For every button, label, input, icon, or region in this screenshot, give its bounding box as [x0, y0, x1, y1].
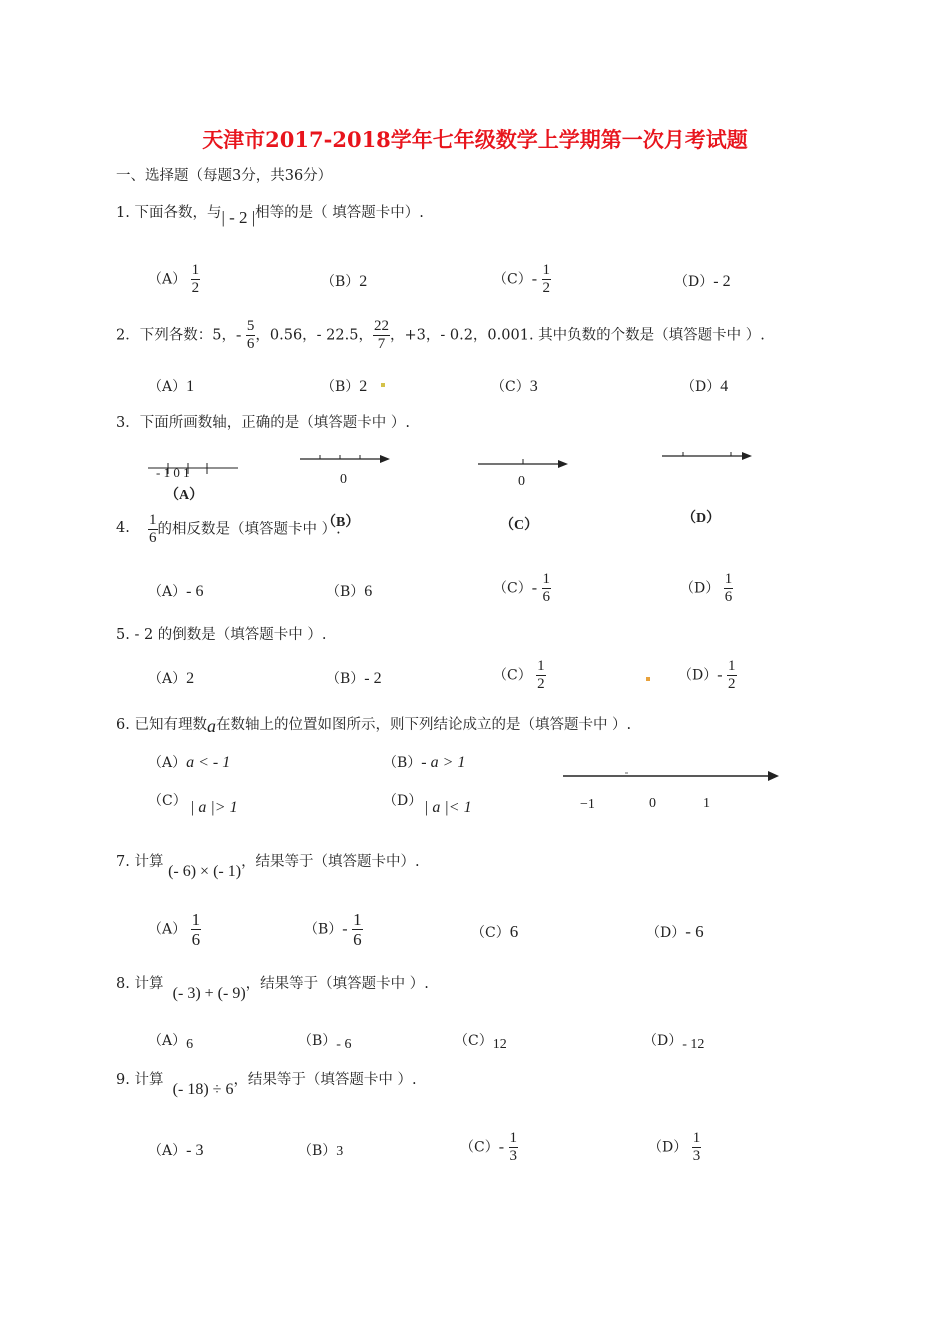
q1-stem-a: 1. 下面各数，与 — [116, 205, 222, 221]
q2-option-d[interactable]: （D）4 — [681, 378, 729, 395]
option-label: （B） — [321, 274, 360, 290]
fraction: $\frac{5}{6}$ — [246, 318, 255, 352]
q6-option-c[interactable]: （C） — [148, 793, 187, 809]
q6-option-c-value: | a |> 1 — [190, 799, 238, 816]
q9-option-b[interactable]: （B）3 — [298, 1143, 344, 1159]
q9-option-a[interactable]: （A）- 3 — [148, 1142, 204, 1159]
q4-option-b[interactable]: （B）6 — [326, 583, 373, 600]
option-label: （C） — [493, 271, 532, 288]
fraction: $\frac{1}{6}$ — [724, 571, 733, 605]
q2-option-b[interactable]: （B）2 — [321, 378, 368, 395]
q8-stem: 8. 计算 (- 3) + (- 9)，结果等于（填答题卡中 ）. — [116, 976, 429, 1002]
q5-option-a[interactable]: （A）2 — [148, 670, 195, 687]
fraction: $\frac{1}{2}$ — [542, 262, 550, 296]
fraction: $\frac{1}{2}$ — [191, 262, 200, 296]
q9-expression: (- 18) ÷ 6 — [172, 1081, 234, 1098]
q4-option-c[interactable]: （C）- $\frac{1}{6}$ — [493, 571, 550, 605]
fraction: $\frac{1}{2}$ — [537, 658, 545, 692]
fraction: $\frac{22}{7}$ — [373, 318, 389, 352]
fraction: $\frac{1}{3}$ — [692, 1130, 701, 1164]
q2-stem-tail: ，+3，- 0.2，0.001. 其中负数的个数是（填答题卡中 ）. — [389, 327, 765, 344]
q8-option-a[interactable]: （A）6 — [148, 1033, 194, 1052]
q1-option-d[interactable]: （D）- 2 — [674, 273, 731, 290]
fraction: $\frac{1}{6}$ — [353, 910, 362, 949]
option-label: （A） — [148, 271, 187, 288]
fraction: $\frac{1}{6}$ — [542, 571, 550, 605]
fraction: $\frac{1}{3}$ — [509, 1130, 517, 1164]
q2-stem: 2．下列各数：5，- $\frac{5}{6}$ ，0.56，- 22.5， $\frac{22}{7}$ ，+3，- 0.2，0.001. 其中负数的个数是（填答题卡中 ）. — [116, 318, 765, 352]
q8-option-c[interactable]: （C）12 — [454, 1033, 507, 1052]
stray-mark — [646, 677, 650, 681]
q2-stem-mid: ，0.56，- 22.5， — [255, 327, 373, 344]
q4-stem — [148, 512, 341, 547]
q4-stem-text: 的相反数是（填答题卡中 ）. — [157, 521, 341, 538]
q1-option-b[interactable]: （B）2 — [321, 273, 368, 290]
axis-a-label: （A） — [165, 488, 204, 503]
number-line-c — [478, 459, 568, 468]
fraction: $\frac{1}{2}$ — [728, 658, 736, 692]
page-title: 天津市2017-2018学年七年级数学上学期第一次月考试题 — [202, 127, 748, 152]
q2-stem-a: 2．下列各数：5， — [116, 327, 236, 344]
q1-expression: | - 2 | — [221, 208, 256, 227]
q9-stem: 9. 计算 (- 18) ÷ 6，结果等于（填答题卡中 ）. — [116, 1072, 417, 1098]
q4-option-a[interactable]: （A）- 6 — [148, 583, 204, 600]
q1-stem-b: 相等的是（ 填答题卡中）. — [255, 205, 424, 221]
q8-option-b[interactable]: （B）- 6 — [298, 1033, 352, 1052]
q1-option-c[interactable]: （C）- $\frac{1}{2}$ — [493, 262, 550, 296]
q5-option-c[interactable]: （C） $\frac{1}{2}$ — [493, 658, 545, 692]
axis-b-zero: 0 — [340, 472, 347, 487]
q6-axis-zero: 0 — [649, 796, 656, 811]
q6-stem: 6. 已知有理数a在数轴上的位置如图所示，则下列结论成立的是（填答题卡中 ）. — [116, 716, 632, 736]
q7-option-d[interactable]: （D）- 6 — [646, 922, 704, 941]
q8-option-d[interactable]: （D）- 12 — [643, 1033, 705, 1052]
q6-option-b[interactable]: （B）- a > 1 — [383, 754, 466, 771]
q6-axis-one: 1 — [703, 796, 710, 811]
axis-a-ticks: - 1 0 1 — [156, 465, 190, 480]
q8-expression: (- 3) + (- 9) — [172, 985, 246, 1002]
q5-option-d[interactable]: （D）- $\frac{1}{2}$ — [678, 658, 736, 692]
q9-option-d[interactable]: （D） $\frac{1}{3}$ — [648, 1130, 701, 1164]
axis-d-label: （D） — [682, 511, 721, 526]
q6-option-d-value: | a |< 1 — [424, 799, 472, 816]
q6-number-line — [563, 771, 779, 781]
axis-c-label: （C） — [500, 518, 539, 533]
q2-option-c[interactable]: （C）3 — [491, 378, 538, 395]
q6-option-a[interactable]: （A）a < - 1 — [148, 754, 231, 771]
q4-option-d[interactable]: （D） $\frac{1}{6}$ — [680, 571, 733, 605]
option-label: （D） — [674, 274, 714, 290]
q7-option-a[interactable]: （A） $\frac{1}{6}$ — [148, 910, 201, 949]
q7-option-c[interactable]: （C）6 — [471, 922, 519, 941]
q6-option-d[interactable]: （D） — [383, 793, 423, 809]
axis-c-zero: 0 — [518, 474, 525, 489]
variable-a: a — [206, 716, 216, 736]
number-line-d — [662, 452, 752, 460]
q5-stem: 5. - 2 的倒数是（填答题卡中 ）. — [116, 627, 327, 643]
q7-expression: (- 6) × (- 1) — [168, 863, 242, 880]
q4-number: 4. — [116, 520, 130, 536]
q2-option-a[interactable]: （A）1 — [148, 378, 195, 395]
section-heading: 一、选择题（每题3分，共36分） — [116, 168, 333, 184]
q9-option-c[interactable]: （C）- $\frac{1}{3}$ — [460, 1130, 517, 1164]
q7-option-b[interactable]: （B）- $\frac{1}{6}$ — [304, 910, 362, 949]
q7-stem: 7. 计算 (- 6) × (- 1)，结果等于（填答题卡中）. — [116, 854, 420, 880]
fraction: $\frac{1}{6}$ — [191, 910, 201, 949]
q3-stem: 3．下面所画数轴，正确的是（填答题卡中 ）. — [116, 415, 410, 431]
q5-option-b[interactable]: （B）- 2 — [326, 670, 382, 687]
axis-b-label: （B） — [322, 515, 360, 530]
number-line-b — [300, 455, 390, 463]
fraction: $\frac{1}{6}$ — [149, 512, 157, 546]
q6-axis-minus-one: −1 — [580, 797, 595, 812]
